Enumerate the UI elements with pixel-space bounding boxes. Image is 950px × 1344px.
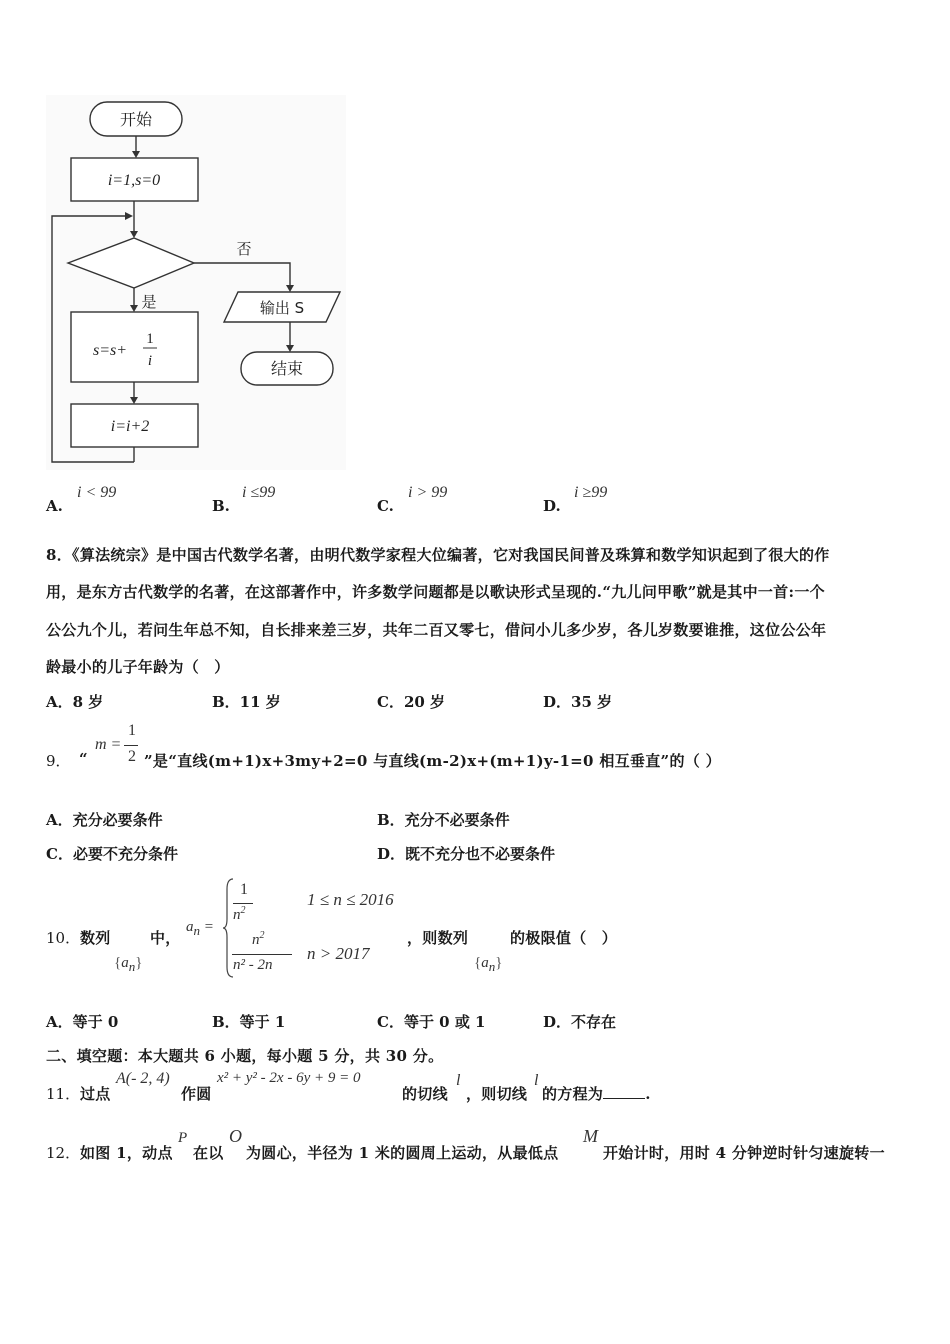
q10-an-sub: n — [193, 923, 200, 938]
q10-case2-num-exp: 2 — [259, 930, 265, 941]
q11-text-1: 过点 — [80, 1085, 111, 1103]
q8-option-a: A．8 岁 — [46, 693, 104, 711]
q10-seq-1-sub: n — [128, 959, 136, 974]
q10-seq-2: $\{a_n\}$ — [474, 955, 503, 974]
q10-text-3: ，则数列 — [407, 929, 469, 947]
q10-case2-cond: n > 2017 — [307, 944, 370, 963]
q10-case2-bar — [232, 954, 292, 955]
flowchart — [46, 95, 346, 470]
q10-an-a: a — [186, 919, 194, 935]
flow-yes-label: 是 — [141, 293, 157, 311]
q12-M: M — [583, 1126, 598, 1146]
flow-start-label: 开始 — [119, 110, 153, 129]
q7-option-c — [377, 497, 394, 515]
flow-output-label: 输出 S — [259, 299, 305, 317]
q10-text-4: 的极限值（ ） — [510, 929, 618, 947]
q10-case2-den: n² - 2n — [233, 957, 273, 973]
q11-number: 11． — [46, 1085, 81, 1103]
q10-case2-num — [252, 930, 265, 949]
q7-option-d-letter: D. — [543, 497, 561, 515]
q8-line-4: 龄最小的儿子年龄为（ ） — [46, 658, 230, 676]
q11-circle: x² + y² - 2x - 6y + 9 = 0 — [217, 1070, 361, 1086]
q12-text-2: 在以 — [193, 1144, 224, 1162]
q11-point: A(- 2, 4) — [116, 1070, 170, 1087]
q11-text-3: 的切线 — [402, 1085, 448, 1103]
q10-number: 10． — [46, 929, 81, 947]
q7-option-a-math: i < 99 — [77, 484, 117, 501]
flow-init-label: i=1,s=0 — [107, 172, 161, 189]
q10-text-2: 中， — [150, 929, 181, 947]
q10-seq-1-a: a — [121, 955, 129, 971]
q11-l-2: l — [534, 1072, 539, 1089]
q11-text-6: . — [645, 1085, 651, 1103]
q9-frac-den: 2 — [128, 748, 136, 765]
q10-text-1: 数列 — [80, 929, 111, 947]
q9-option-b: B．充分不必要条件 — [377, 811, 510, 829]
q10-case1-den-exp: 2 — [240, 905, 246, 916]
q9-text: ”是“直线(m+1)x+3my+2=0 与直线(m-2)x+(m+1)y-1=0 相互垂直”的（ ） — [144, 752, 721, 770]
q12-O: O — [229, 1126, 242, 1146]
q12-number: 12． — [46, 1144, 81, 1162]
q9-open-quote: “ — [79, 750, 88, 768]
q12-text-1: 如图 1，动点 — [80, 1144, 173, 1162]
flow-frac-num: 1 — [146, 331, 154, 347]
q7-option-c-math: i > 99 — [408, 484, 448, 501]
q11-l-1: l — [456, 1072, 461, 1089]
q11-answer-blank[interactable] — [603, 1084, 645, 1099]
q7-option-b-math: i ≤99 — [242, 484, 276, 501]
q11-text-4: ，则切线 — [466, 1085, 528, 1103]
q12-text-4: 开始计时，用时 4 分钟逆时针匀速旋转一 — [603, 1144, 885, 1162]
q10-an-eq: = — [203, 919, 214, 935]
q10-case1-den-n: n — [233, 907, 241, 923]
flow-no-label: 否 — [236, 240, 252, 258]
section-2-heading: 二、填空题：本大题共 6 小题，每小题 5 分，共 30 分。 — [46, 1047, 444, 1065]
q9-frac-bar — [124, 745, 138, 746]
q9-number: 9． — [46, 752, 71, 770]
flow-s-update-node — [71, 312, 198, 382]
q10-case1-den — [233, 905, 246, 924]
q7-option-b — [212, 497, 230, 515]
flow-frac-den: i — [147, 353, 153, 369]
q8-line-3: 公公九个儿，若问生年总不知，自长排来差三岁，共年二百又零七，借问小儿多少岁，各儿岁数要谁推，这位公公年 — [46, 621, 827, 639]
q10-option-d: D．不存在 — [543, 1013, 617, 1031]
q11-text-2: 作圆 — [181, 1085, 212, 1103]
q10-option-b: B．等于 1 — [212, 1013, 286, 1031]
q7-option-d-math: i ≥99 — [574, 484, 608, 501]
flow-i-update-label: i=i+2 — [110, 418, 150, 435]
q8-line-2: 用，是东方古代数学的名著，在这部著作中，许多数学问题都是以歌诀形式呈现的.“九儿问甲歌”就是其中一首:一个 — [46, 583, 825, 601]
q11-text-5 — [542, 1083, 651, 1104]
q7-option-b-letter: B. — [212, 497, 230, 515]
q8-line-1: 8．《算法统宗》是中国古代数学名著，由明代数学家程大位编著，它对我国民间普及珠算和数学知识起到了很大的作 — [46, 546, 830, 564]
q7-option-a — [46, 497, 63, 515]
q8-option-c: C．20 岁 — [377, 693, 446, 711]
q8-option-b: B．11 岁 — [212, 693, 281, 711]
q9-m-equals: m = — [95, 736, 122, 753]
q7-option-a-letter: A. — [46, 497, 63, 515]
q10-case1-bar — [233, 903, 253, 904]
q9-option-c: C．必要不充分条件 — [46, 845, 178, 863]
q9-frac-num: 1 — [128, 722, 136, 739]
flow-end-label: 结束 — [270, 359, 304, 378]
q10-an — [186, 919, 214, 939]
q10-seq-1: $\{a_n\}$ — [114, 955, 143, 974]
q9-option-d: D．既不充分也不必要条件 — [377, 845, 556, 863]
q10-case1-num: 1 — [240, 881, 248, 898]
q7-option-c-letter: C. — [377, 497, 394, 515]
flow-s-update-label: s=s+ — [93, 342, 128, 359]
q7-option-d — [543, 497, 561, 515]
q10-seq-2-a: a — [481, 955, 489, 971]
q12-text-3: 为圆心，半径为 1 米的圆周上运动，从最低点 — [246, 1144, 559, 1162]
q11-text-5-label: 的方程为 — [542, 1085, 604, 1103]
q10-case2-num-n: n — [252, 932, 260, 948]
q10-option-c: C．等于 0 或 1 — [377, 1013, 486, 1031]
q12-P: P — [178, 1130, 188, 1146]
q10-option-a: A．等于 0 — [46, 1013, 119, 1031]
q9-option-a: A．充分必要条件 — [46, 811, 163, 829]
q10-seq-2-sub: n — [488, 959, 496, 974]
q10-case1-cond: 1 ≤ n ≤ 2016 — [307, 890, 394, 909]
q8-option-d: D．35 岁 — [543, 693, 613, 711]
